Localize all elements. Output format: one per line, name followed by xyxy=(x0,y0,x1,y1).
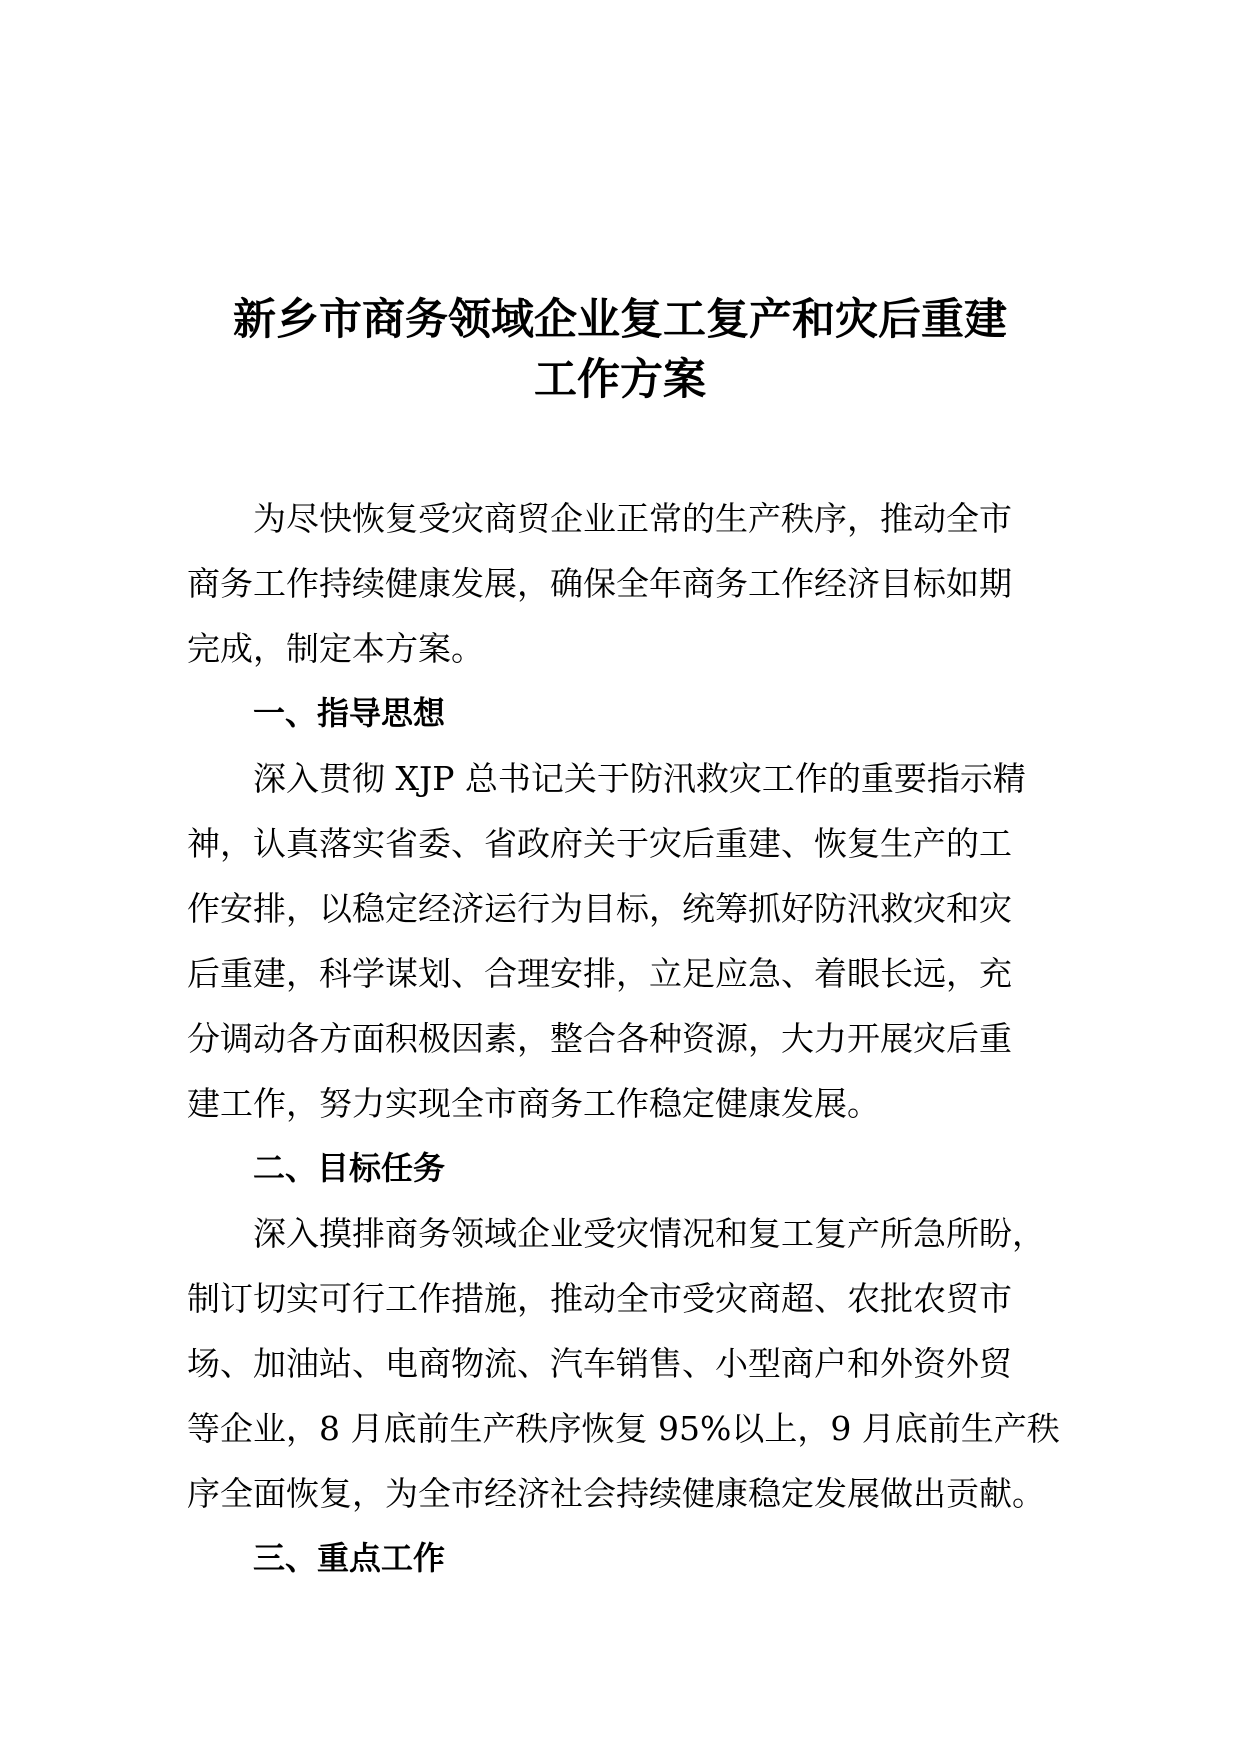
title-line-1: 新乡市商务领域企业复工复产和灾后重建 xyxy=(233,295,1007,345)
body-line: 场、加油站、电商物流、汽车销售、小型商户和外资外贸 xyxy=(187,1344,1012,1383)
body-line: 序全面恢复，为全市经济社会持续健康稳定发展做出贡献。 xyxy=(187,1474,1045,1513)
document-title xyxy=(0,290,1240,410)
document-body xyxy=(187,486,1087,1591)
body-line: 深入贯彻 XJP 总书记关于防汛救灾工作的重要指示精 xyxy=(253,759,1026,798)
section-heading-goals-tasks: 二、目标任务 xyxy=(253,1149,446,1187)
body-line: 为尽快恢复受灾商贸企业正常的生产秩序，推动全市 xyxy=(253,499,1012,538)
body-line: 分调动各方面积极因素，整合各种资源，大力开展灾后重 xyxy=(187,1019,1012,1058)
body-line: 制订切实可行工作措施，推动全市受灾商超、农批农贸市 xyxy=(187,1279,1012,1318)
body-line: 后重建，科学谋划、合理安排，立足应急、着眼长远，充 xyxy=(187,954,1012,993)
body-line: 作安排，以稳定经济运行为目标，统筹抓好防汛救灾和灾 xyxy=(187,889,1012,928)
body-line: 深入摸排商务领域企业受灾情况和复工复产所急所盼， xyxy=(253,1214,1045,1253)
section-heading-key-work: 三、重点工作 xyxy=(253,1539,446,1577)
body-line: 商务工作持续健康发展，确保全年商务工作经济目标如期 xyxy=(187,564,1012,603)
title-line-2: 工作方案 xyxy=(534,355,706,405)
body-line: 建工作，努力实现全市商务工作稳定健康发展。 xyxy=(187,1084,880,1123)
body-line: 等企业，8 月底前生产秩序恢复 95%以上，9 月底前生产秩 xyxy=(187,1409,1060,1448)
section-heading-guiding-ideology: 一、指导思想 xyxy=(253,694,446,732)
body-line: 完成，制定本方案。 xyxy=(187,629,484,668)
body-line: 神，认真落实省委、省政府关于灾后重建、恢复生产的工 xyxy=(187,824,1012,863)
